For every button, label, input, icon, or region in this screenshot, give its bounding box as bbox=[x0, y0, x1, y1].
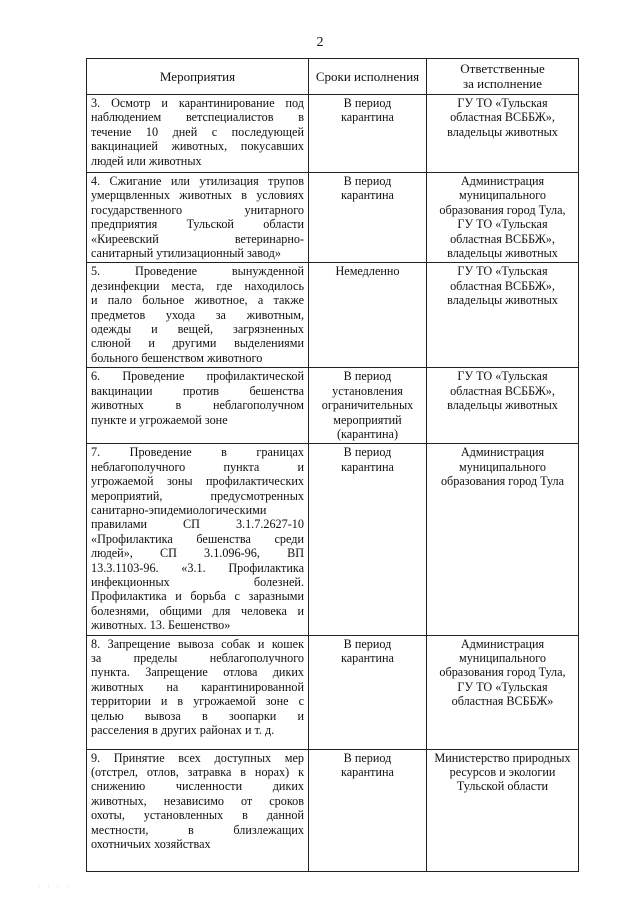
activity-cell-line: Профилактика и борьба с заразными bbox=[91, 589, 304, 604]
responsible-cell-line: областная ВСББЖ», bbox=[450, 383, 555, 398]
deadline-cell-line: мероприятий bbox=[333, 412, 402, 427]
responsible-cell-line: ГУ ТО «Тульская bbox=[457, 96, 548, 110]
activity-cell-line: санитарный утилизационный завод» bbox=[91, 246, 281, 261]
deadline-cell-line: Немедленно bbox=[335, 264, 400, 279]
deadline-cell bbox=[309, 368, 427, 444]
activity-cell-line: расселения в других районах и т. д. bbox=[91, 723, 275, 738]
deadline-cell bbox=[309, 95, 427, 173]
activity-cell-line: 7. Проведение в границах bbox=[91, 445, 304, 460]
responsible-cell-line: областная ВСББЖ», bbox=[450, 278, 555, 293]
responsible-cell-line: ГУ ТО «Тульская bbox=[457, 679, 548, 694]
deadline-cell-line: В период bbox=[343, 96, 392, 110]
deadline-cell-line: карантина bbox=[341, 188, 394, 203]
activity-cell-line: предметов ухода за животным, bbox=[91, 307, 304, 322]
activity-cell-line: «Профилактика бешенства среди bbox=[91, 531, 304, 546]
activity-cell-line: инфекционных болезней. bbox=[91, 574, 304, 589]
responsible-cell-line: владельцы животных bbox=[447, 124, 558, 139]
activity-cell-line: целью вывоза в зоопарки и bbox=[91, 708, 304, 723]
activity-cell-line: (отстрел, отлов, затравка в норах) к bbox=[91, 765, 304, 779]
responsible-cell-line: образования город Тула, bbox=[439, 202, 566, 217]
activity-cell-line: охоты, установленных в данной bbox=[91, 808, 304, 823]
activity-cell-line: местности, в близлежащих bbox=[91, 822, 304, 837]
header-responsible: Ответственные за исполнение bbox=[427, 59, 579, 95]
activity-cell-line: «Киреевский ветеринарно- bbox=[91, 231, 304, 246]
activity-cell-line: животных, независимо от сроков bbox=[91, 793, 304, 808]
deadline-cell bbox=[309, 635, 427, 749]
responsible-cell bbox=[427, 368, 579, 444]
activity-cell-line: животных в неблагополучном bbox=[91, 398, 304, 413]
deadline-cell-line: карантина bbox=[341, 651, 394, 665]
deadline-cell-line: карантина bbox=[341, 110, 394, 125]
responsible-cell-line: владельцы животных bbox=[447, 246, 558, 261]
responsible-cell-line: ГУ ТО «Тульская bbox=[457, 217, 548, 232]
measures-table bbox=[86, 58, 579, 872]
activity-cell-line: снижению численности диких bbox=[91, 779, 304, 794]
activity-cell-line: 13.3.1103-96. «3.1. Профилактика bbox=[91, 560, 304, 575]
responsible-cell bbox=[427, 173, 579, 263]
deadline-cell-line: В период bbox=[343, 445, 392, 460]
header-measures: Мероприятия bbox=[87, 59, 309, 95]
responsible-cell-line: Министерство природных bbox=[434, 750, 571, 765]
deadline-cell bbox=[309, 263, 427, 368]
responsible-cell bbox=[427, 263, 579, 368]
activity-cell-line: мероприятий, предусмотренных bbox=[91, 488, 304, 503]
responsible-cell-line: Администрация bbox=[460, 445, 545, 460]
activity-cell bbox=[87, 444, 309, 635]
header-deadlines: Сроки исполнения bbox=[309, 59, 427, 95]
responsible-cell-line: муниципального bbox=[459, 459, 546, 474]
responsible-cell-line: владельцы животных bbox=[447, 293, 558, 308]
deadline-cell-line: В период bbox=[343, 636, 392, 651]
deadline-cell-line: В период bbox=[343, 174, 392, 188]
table-row bbox=[87, 749, 579, 871]
deadline-cell-line: карантина bbox=[341, 765, 394, 779]
activity-cell-line: 6. Проведение профилактической bbox=[91, 369, 304, 384]
responsible-cell-line: областная ВСББЖ» bbox=[451, 694, 554, 709]
activity-cell-line: 8. Запрещение вывоза собак и кошек bbox=[91, 636, 304, 651]
activity-cell-line: угрожаемой зоны профилактических bbox=[91, 474, 304, 489]
activity-cell-line: предприятия Тульской области bbox=[91, 217, 304, 232]
activity-cell-line: охотничьих хозяйствах bbox=[91, 837, 211, 852]
activity-cell-line: правилами СП 3.1.7.2627-10 bbox=[91, 517, 304, 532]
activity-cell-line: одежды и вещей, загрязненных bbox=[91, 322, 304, 337]
table-row bbox=[87, 95, 579, 173]
activity-cell-line: течение 10 дней с последующей bbox=[91, 124, 304, 139]
activity-cell bbox=[87, 95, 309, 173]
responsible-cell-line: муниципального bbox=[459, 651, 546, 665]
activity-cell-line: вакцинацией животных, покусавших bbox=[91, 139, 304, 154]
page-number: 2 bbox=[316, 35, 324, 50]
activity-cell-line: людей», СП 3.1.096-96, ВП bbox=[91, 546, 304, 561]
responsible-cell-line: Администрация bbox=[460, 174, 545, 188]
activity-cell-line: пункте и угрожаемой зоне bbox=[91, 412, 228, 427]
activity-cell-line: животных на карантинированной bbox=[91, 679, 304, 694]
activity-cell-line: за пределы неблагополучного bbox=[91, 651, 304, 665]
deadline-cell bbox=[309, 444, 427, 635]
deadline-cell-line: установления bbox=[332, 383, 403, 398]
activity-cell-line: 3. Осмотр и карантинирование под bbox=[91, 96, 304, 110]
activity-cell-line: людей или животных bbox=[91, 153, 202, 168]
activity-cell-line: слюной и другими выделениями bbox=[91, 336, 304, 351]
table-row bbox=[87, 173, 579, 263]
deadline-cell-line: карантина bbox=[341, 459, 394, 474]
activity-cell bbox=[87, 749, 309, 871]
responsible-cell bbox=[427, 749, 579, 871]
deadline-cell-line: В период bbox=[343, 369, 392, 384]
activity-cell-line: неблагополучного пункта и bbox=[91, 459, 304, 474]
activity-cell-line: 5. Проведение вынужденной bbox=[91, 264, 304, 279]
activity-cell-line: пункта. Запрещение отлова диких bbox=[91, 665, 304, 680]
activity-cell-line: больного бешенством животного bbox=[91, 350, 263, 365]
activity-cell-line: территории и в угрожаемой зоне с bbox=[91, 694, 304, 709]
responsible-cell-line: Администрация bbox=[460, 636, 545, 651]
activity-cell-line: государственного унитарного bbox=[91, 202, 304, 217]
activity-cell bbox=[87, 173, 309, 263]
table-row bbox=[87, 635, 579, 749]
responsible-cell-line: владельцы животных bbox=[447, 398, 558, 413]
table-row bbox=[87, 444, 579, 635]
activity-cell-line: умерщвленных животных в условиях bbox=[91, 188, 304, 203]
deadline-cell bbox=[309, 749, 427, 871]
responsible-cell bbox=[427, 95, 579, 173]
responsible-cell-line: ГУ ТО «Тульская bbox=[457, 264, 548, 279]
activity-cell bbox=[87, 263, 309, 368]
activity-cell-line: и пало больное животное, а также bbox=[91, 293, 304, 308]
activity-cell-line: дезинфекции места, где находилось bbox=[91, 278, 304, 293]
table-row bbox=[87, 263, 579, 368]
responsible-cell bbox=[427, 635, 579, 749]
responsible-cell-line: ресурсов и экологии bbox=[449, 765, 556, 779]
deadline-cell-line: ограничительных bbox=[321, 398, 414, 413]
responsible-cell-line: областная ВСББЖ», bbox=[450, 231, 555, 246]
table-header-row bbox=[87, 59, 579, 95]
responsible-cell-line: областная ВСББЖ», bbox=[450, 110, 555, 125]
responsible-cell-line: Тульской области bbox=[456, 779, 549, 794]
deadline-cell-line: (карантина) bbox=[336, 426, 399, 441]
responsible-cell-line: образования город Тула bbox=[440, 474, 565, 489]
activity-cell-line: животных. 13. Бешенство» bbox=[91, 618, 231, 633]
activity-cell bbox=[87, 635, 309, 749]
activity-cell-line: вакцинации против бешенства bbox=[91, 383, 304, 398]
responsible-cell-line: образования город Тула, bbox=[439, 665, 566, 680]
activity-cell-line: наблюдением ветспециалистов в bbox=[91, 110, 304, 125]
activity-cell-line: санитарно-эпидемиологическими bbox=[91, 502, 267, 517]
table-body bbox=[87, 95, 579, 872]
scan-marks: · · · · bbox=[38, 884, 72, 890]
activity-cell-line: болезнями, общими для человека и bbox=[91, 603, 304, 618]
table-row bbox=[87, 368, 579, 444]
deadline-cell bbox=[309, 173, 427, 263]
responsible-cell-line: ГУ ТО «Тульская bbox=[457, 369, 548, 384]
responsible-cell bbox=[427, 444, 579, 635]
activity-cell-line: 4. Сжигание или утилизация трупов bbox=[91, 174, 304, 188]
responsible-cell-line: муниципального bbox=[459, 188, 546, 203]
activity-cell-line: 9. Принятие всех доступных мер bbox=[91, 750, 304, 765]
activity-cell bbox=[87, 368, 309, 444]
deadline-cell-line: В период bbox=[343, 750, 392, 765]
